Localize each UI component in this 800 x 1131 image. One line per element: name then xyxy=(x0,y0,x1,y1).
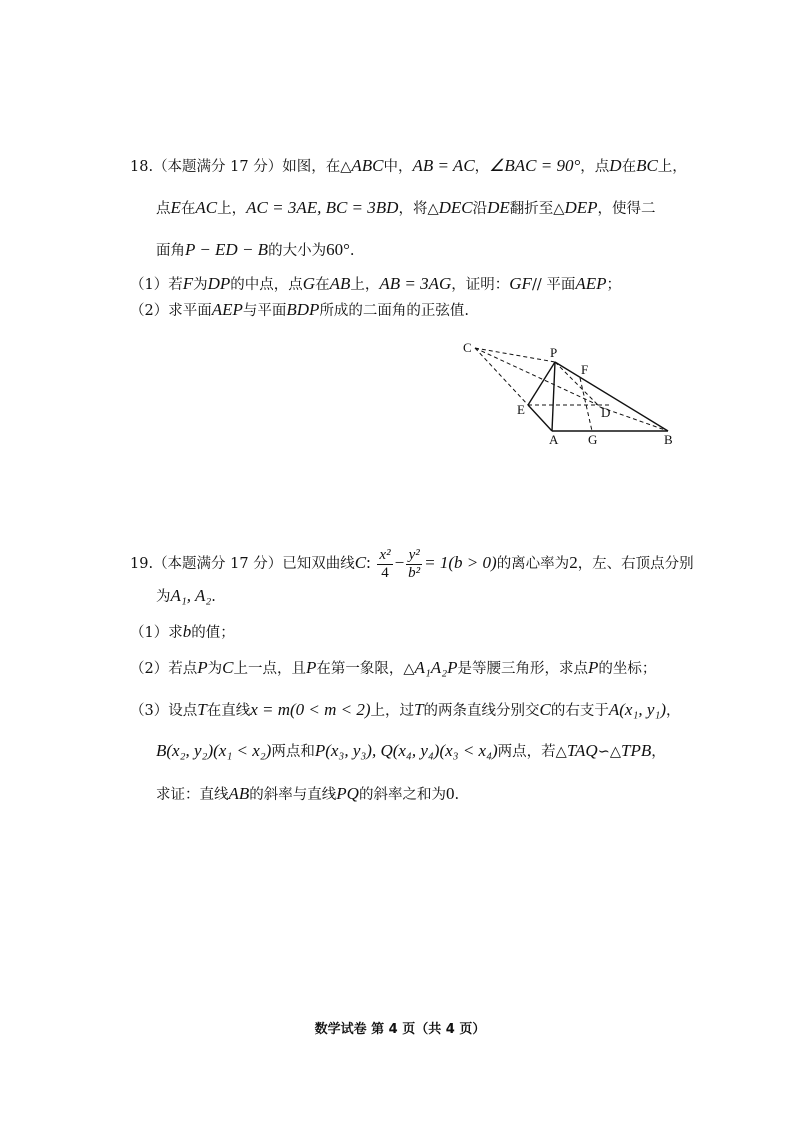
q19-text: 的离心率为 xyxy=(496,556,570,572)
q18-text: 为 xyxy=(193,277,208,293)
q18-math: BC xyxy=(636,156,658,175)
q18-text: 的中点，点 xyxy=(230,277,303,293)
q19-math: P(x₃, y₃), Q(x₄, y₄)(x₃ < x₄) xyxy=(314,741,498,760)
q18-line2 xyxy=(156,198,655,219)
page-footer: 数学试卷 第 4 页（共 4 页） xyxy=(314,1022,486,1037)
q19-text: （3）设点 xyxy=(130,703,198,719)
q18-math: ABC xyxy=(351,156,384,175)
label-P: P xyxy=(550,345,558,360)
q19-math: 0 xyxy=(445,784,455,803)
q18-text: ，点 xyxy=(580,159,610,175)
q19-line1 xyxy=(130,544,694,583)
q18-text: 上， xyxy=(657,159,687,175)
q18-text: 如图，在△ xyxy=(282,159,352,175)
q19-text: . xyxy=(211,589,216,605)
q19-part3-line3 xyxy=(156,784,459,805)
q19-math: − xyxy=(394,553,405,572)
q18-text: 翻折至△ xyxy=(509,201,565,217)
q19-math: A₁A₂P xyxy=(414,658,458,677)
q18-math: DEP xyxy=(564,198,598,217)
edge-CP xyxy=(475,348,555,362)
q19-math: TPB xyxy=(621,741,652,760)
q19-text: 上，过 xyxy=(370,703,415,719)
label-F: F xyxy=(581,362,589,377)
q18-math: AB xyxy=(329,274,351,293)
q18-math: DEC xyxy=(438,198,473,217)
edge-EA xyxy=(528,405,552,431)
q19-math: TAQ xyxy=(566,741,598,760)
q19-text: 为 xyxy=(156,589,171,605)
q18-number: 18. xyxy=(130,159,154,175)
q19-math: 2 xyxy=(569,553,578,572)
fraction-x2-over-4: $\frac{\text{x²}}{4}$ xyxy=(379,546,391,581)
q19-math: C xyxy=(354,553,367,572)
fraction-y2-over-b2: $\frac{\text{y²}}{\text{b²}}$ xyxy=(408,546,421,581)
q19-text: 两点，若△ xyxy=(497,744,567,760)
q19-text: （1）求 xyxy=(130,625,183,641)
q18-math: P − ED − B xyxy=(185,240,269,259)
q19-score-note: （本题满分 17 分） xyxy=(153,556,283,572)
q18-math: AB = 3AG xyxy=(379,274,452,293)
q19-text: 为 xyxy=(207,661,223,677)
q19-part3-line1 xyxy=(130,700,680,721)
edge-PB xyxy=(555,362,668,431)
q18-text: 与平面 xyxy=(242,303,287,319)
q18-text: . xyxy=(349,243,355,259)
label-G: G xyxy=(588,432,598,447)
q18-text: ，使得二 xyxy=(597,201,656,217)
edge-PD xyxy=(555,362,600,407)
q18-text: 的大小为 xyxy=(268,243,327,259)
q18-text: （1）若 xyxy=(130,277,183,293)
q19-text: 的斜率之和为 xyxy=(358,787,446,803)
q19-math: x = m(0 < m < 2) xyxy=(250,700,371,719)
q18-line1 xyxy=(130,156,687,177)
q18-text: ，将△ xyxy=(398,201,439,217)
q19-math: B(x₂, y₂)(x₁ < x₂) xyxy=(156,741,272,760)
q19-math: P xyxy=(588,658,599,677)
q19-math: P xyxy=(197,658,208,677)
q19-text: 的值； xyxy=(191,625,235,641)
q18-math: ∠BAC = 90° xyxy=(489,156,581,175)
edge-CE xyxy=(475,348,528,405)
q19-math: T xyxy=(197,700,207,719)
label-C: C xyxy=(463,340,472,355)
q18-text: 上， xyxy=(217,201,247,217)
q18-text: 中， xyxy=(383,159,413,175)
q18-text: ； xyxy=(606,277,621,293)
q18-math: AC xyxy=(195,198,218,217)
label-D: D xyxy=(601,405,611,420)
q18-text: ， xyxy=(474,159,490,175)
q19-math: T xyxy=(414,700,424,719)
q18-math: 60° xyxy=(326,240,350,259)
q19-line2 xyxy=(156,586,216,607)
label-A: A xyxy=(549,432,559,447)
q18-text: 上， xyxy=(350,277,380,293)
q19-text: 的右支于 xyxy=(550,703,609,719)
edge-PE xyxy=(528,362,555,405)
q19-text: ∽△ xyxy=(597,744,621,760)
q19-part3-line2 xyxy=(156,741,666,762)
q19-text: 的坐标； xyxy=(598,661,657,677)
q19-math: b xyxy=(182,622,192,641)
q19-part1 xyxy=(130,622,235,643)
q19-math: PQ xyxy=(336,784,359,803)
q18-text: 在 xyxy=(315,277,330,293)
q18-math: AC = 3AE, BC = 3BD xyxy=(246,198,399,217)
q19-math: C xyxy=(539,700,551,719)
q18-math: G xyxy=(302,274,316,293)
q19-text: ， xyxy=(665,703,681,719)
q18-text: 面角 xyxy=(156,243,185,259)
q19-text: . xyxy=(454,787,460,803)
q19-math: C xyxy=(222,658,234,677)
q18-text: 所成的二面角的正弦值. xyxy=(319,303,470,319)
q18-score-note: （本题满分 17 分） xyxy=(153,159,283,175)
q19-text: ，左、右顶点分别 xyxy=(577,556,694,572)
q19-text: 的两条直线分别交 xyxy=(423,703,540,719)
q18-text: 点 xyxy=(156,201,171,217)
q18-math: AB = AC xyxy=(412,156,475,175)
label-B: B xyxy=(664,432,673,447)
q18-text: // 平面 xyxy=(531,277,576,293)
geometry-figure xyxy=(450,338,690,450)
q19-math: A₁, A₂ xyxy=(170,586,212,605)
q18-math: E xyxy=(170,198,181,217)
q18-line3 xyxy=(156,240,355,261)
q19-text: 的斜率与直线 xyxy=(249,787,337,803)
q19-text: 在第一象限，△ xyxy=(316,661,415,677)
q18-text: （2）求平面 xyxy=(130,303,212,319)
q18-part1 xyxy=(130,274,621,295)
edge-PA xyxy=(552,362,555,431)
q19-number: 19. xyxy=(130,556,154,572)
q18-text: 在 xyxy=(621,159,637,175)
q18-math: D xyxy=(609,156,622,175)
q18-math: AEP xyxy=(575,274,607,293)
q18-math: DP xyxy=(207,274,231,293)
q19-text: 两点和 xyxy=(271,744,315,760)
q19-math: : xyxy=(366,553,371,572)
q19-math: A(x₁, y₁) xyxy=(608,700,666,719)
q18-math: AEP xyxy=(211,300,243,319)
label-E: E xyxy=(517,402,525,417)
q19-text: （2）若点 xyxy=(130,661,198,677)
q19-text: 是等腰三角形，求点 xyxy=(457,661,588,677)
q19-text: 求证：直线 xyxy=(156,787,229,803)
q19-part2 xyxy=(130,658,656,679)
q19-text: ， xyxy=(651,744,666,760)
q19-text: 上一点，且 xyxy=(233,661,306,677)
q19-text: 在直线 xyxy=(206,703,251,719)
q18-math: F xyxy=(182,274,194,293)
q18-text: ，证明： xyxy=(451,277,510,293)
q18-math: GF xyxy=(509,274,532,293)
q19-math: AB xyxy=(228,784,250,803)
q18-part2 xyxy=(130,300,469,321)
q18-text: 在 xyxy=(180,201,196,217)
q19-text: 已知双曲线 xyxy=(282,556,355,572)
q18-math: BDP xyxy=(286,300,320,319)
q18-math: DE xyxy=(487,198,510,217)
q19-math: P xyxy=(305,658,317,677)
q18-text: 沿 xyxy=(472,201,488,217)
q19-math: = 1(b > 0) xyxy=(424,553,497,572)
